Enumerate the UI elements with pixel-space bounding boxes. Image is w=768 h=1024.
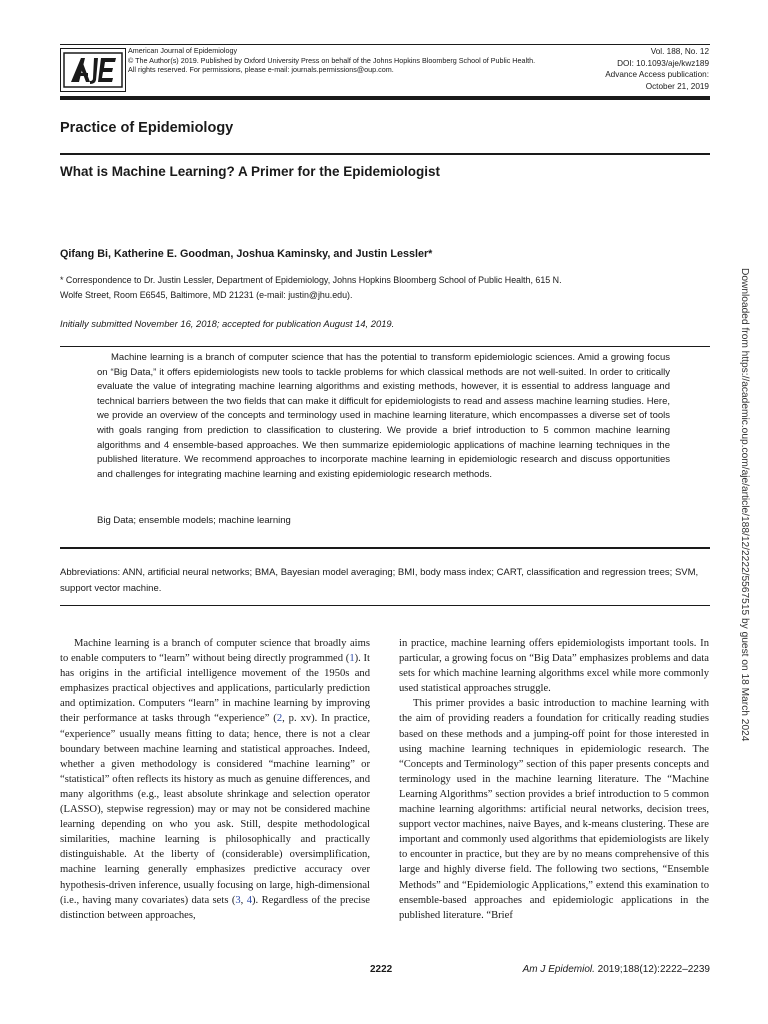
- body-paragraph: in practice, machine learning offers epidemiologists important tools. In particular, a growing focus on “Big Data” emphasizes problems and data sets for which machine learning algorithms excel while more commonly used statistical approaches struggle.: [399, 638, 709, 695]
- citation-link[interactable]: 3: [235, 894, 241, 906]
- correspondence-line: Wolfe Street, Room E6545, Baltimore, MD 21231 (e-mail: justin@jhu.edu).: [60, 290, 353, 300]
- copyright-line: © The Author(s) 2019. Published by Oxford University Press on behalf of the Johns Hopkins Bloomberg School of Public Health.: [128, 55, 536, 65]
- body-text: ). Regardless of the precise distinction between approaches,: [60, 894, 370, 921]
- correspondence-line: * Correspondence to Dr. Justin Lessler, Department of Epidemiology, Johns Hopkins Bloomberg School of Public Health, 615 N.: [60, 275, 562, 285]
- body-paragraph: This primer provides a basic introduction to machine learning with the aim of providing readers a foundation for critically reading studies based on these methods and a jumping-off point for those interested in using machine learning techniques in epidemiologic research. The “Concepts and Terminology” section of this paper presents concepts and terminology used in the machine learning literature. The “Machine Learning Algorithms” section provides a brief introduction to 5 common machine learning algorithms: artificial neural networks, decision trees, support vector machines, naive Bayes, and k-means clustering. These are important and commonly used algorithms that epidemiologists are likely to encounter in practice, but they are by no means comprehensive of this large and highly diverse field. The following two sections, “Ensemble Methods” and “Epidemiologic Applications,” extend this examination to ensemble-based approaches and epidemiologic applications in the published literature. “Brief: [399, 698, 709, 921]
- abstract: [97, 351, 670, 482]
- volume-number: Vol. 188, No. 12: [650, 47, 709, 56]
- journal-logo: [60, 48, 126, 92]
- footer-citation: [478, 964, 710, 975]
- advance-access-date: October 21, 2019: [645, 81, 709, 91]
- submission-dates: Initially submitted November 16, 2018; accepted for publication August 14, 2019.: [60, 318, 395, 329]
- article-title: What is Machine Learning? A Primer for the Epidemiologist: [60, 164, 441, 179]
- citation-link[interactable]: 4: [246, 894, 252, 906]
- doi: DOI: 10.1093/aje/kwz189: [617, 58, 709, 68]
- header-top-rule: [60, 44, 710, 45]
- citation-details: 2019;188(12):2222–2239: [597, 964, 710, 975]
- permissions-line: All rights reserved. For permissions, please e-mail: journals.permissions@oup.com.: [128, 65, 394, 74]
- section-heading: Practice of Epidemiology: [60, 120, 234, 136]
- body-text: ). It has origins in the artificial intelligence movement of the 1950s and emphasizes practical objectives and applications, particularly prediction and optimization. Computers “learn” in machine learning by improving their performance at tasks through “experience” (: [60, 653, 371, 725]
- correspondence-note: [60, 273, 680, 303]
- download-stamp-text: Downloaded from https://academic.oup.com/aje/article/188/12/2222/5567515 by guest on 18 March 2024: [739, 268, 750, 742]
- body-text: ,: [240, 894, 247, 906]
- citation-link[interactable]: 1: [349, 653, 355, 665]
- journal-abbrev: Am J Epidemiol.: [522, 964, 595, 975]
- keywords: Big Data; ensemble models; machine learning: [97, 515, 291, 526]
- citation-link[interactable]: 2: [276, 713, 283, 725]
- abbreviations-rule: [60, 605, 710, 606]
- section-rule: [60, 153, 710, 155]
- body-text: Machine learning is a branch of computer science that broadly aims to enable computers to “learn” without being directly programmed (: [60, 638, 370, 665]
- body-column-left: [60, 636, 370, 923]
- abbreviations: Abbreviations: ANN, artificial neural networks; BMA, Bayesian model averaging; BMI, body mass index; CART, classification and regression trees; SVM, support vector machine.: [60, 567, 699, 594]
- abstract-bottom-rule: [60, 547, 710, 549]
- download-stamp: [738, 268, 750, 748]
- journal-meta: [128, 46, 568, 75]
- header-thick-rule: [60, 96, 710, 100]
- volume-meta: [560, 46, 709, 92]
- body-paragraph: [60, 636, 370, 923]
- body-column-right: [399, 636, 709, 923]
- journal-name: American Journal of Epidemiology: [128, 46, 238, 55]
- abstract-text: Machine learning is a branch of computer science that has the potential to transform epidemiologic sciences. Amid a growing focus on “Big Data,” it offers epidemiologists new tools to tackle problems for which classical methods are not well-suited. In order to critically evaluate the value of integrating machine learning algorithms and existing methods, however, it is essential to address language and technical barriers between the two fields that can make it difficult for epidemiologists to read and assess machine learning studies. Here, we provide an overview of the concepts and terminology used in machine learning literature, which encompasses a diverse set of tools with goals ranging from prediction to classification to clustering. We provide a brief introduction to 5 common machine learning algorithms and 4 ensemble-based approaches. We then summarize epidemiologic applications of machine learning techniques in the published literature. We recommend approaches to incorporate machine learning in epidemiologic research and discuss opportunities and challenges for integrating machine learning and existing epidemiologic research methods.: [97, 352, 670, 480]
- page-number: 2222: [370, 964, 393, 975]
- author-list: Qifang Bi, Katherine E. Goodman, Joshua Kaminsky, and Justin Lessler*: [60, 248, 433, 260]
- body-text: , p. xv). In practice, “experience” usually means fitting to data; hence, there is not a clear boundary between machine learning and statistical approaches. Indeed, whether a given methodology is considered “machine learning” or “statistical” often reflects its history as much as genuine differences, and many algorithms (e.g., least absolute shrinkage and selection operator (LASSO), stepwise regression) may or may not be considered machine learning depending on who you ask. Still, despite methodological similarities, machine learning is philosophically and practically distinguishable. At the liberty of (considerable) oversimplification, machine learning generally emphasizes predictive accuracy over hypothesis-driven inference, usually focusing on large, high-dimensional (i.e., having many covariates) data sets (: [60, 713, 371, 906]
- advance-access-label: Advance Access publication:: [605, 70, 709, 79]
- abstract-top-rule: [60, 346, 710, 347]
- aje-logo-icon: [61, 49, 125, 91]
